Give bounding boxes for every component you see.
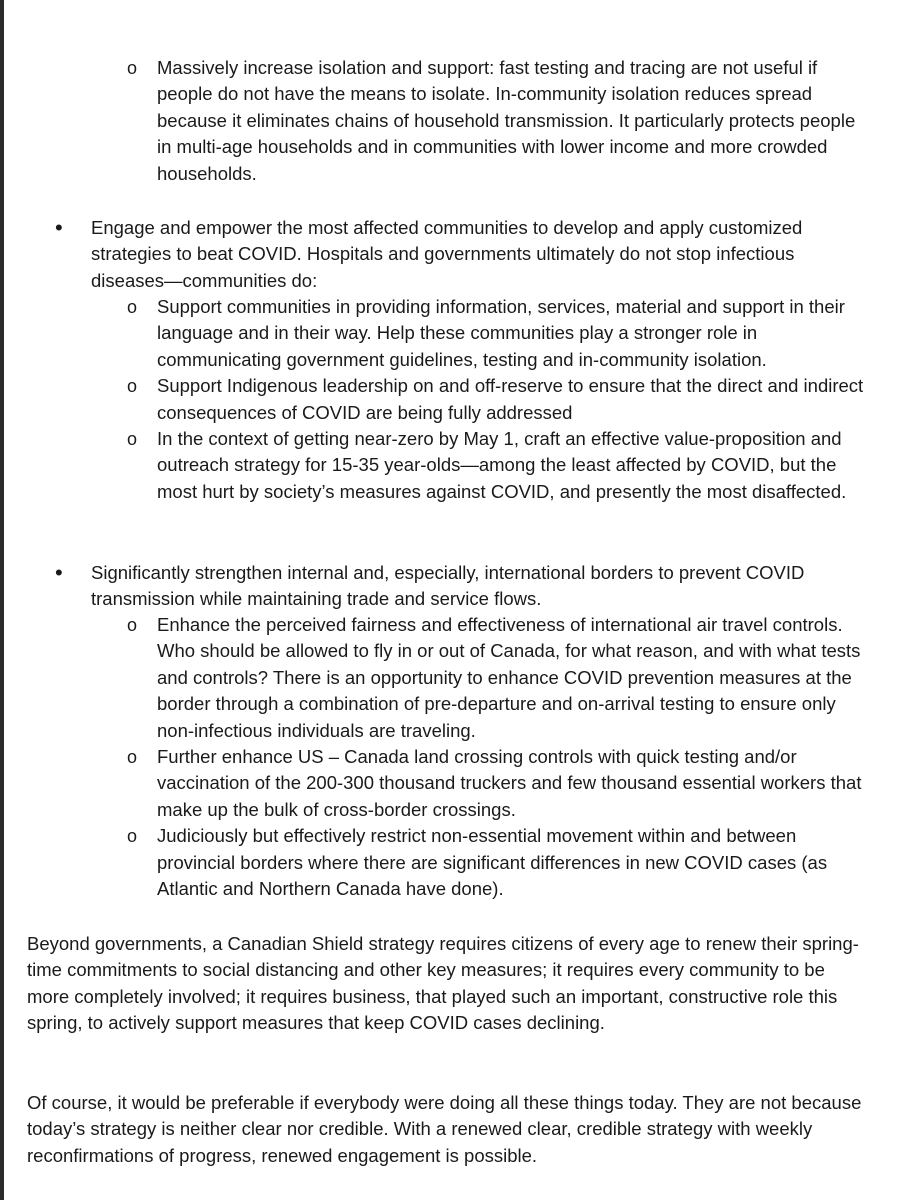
sub-bullet-marker: o [127,297,138,317]
sub-bullet-text: Support communities in providing information, services, material and support in their language and in their way. Help these communities play a stronger role in communicating government guidelines, testing and in-community isolation. [157,296,845,370]
bullet-marker: • [55,215,63,240]
sub-bullet-text: Enhance the perceived fairness and effectiveness of international air travel controls. Who should be allowed to fly in or out of Canada, for what reason, and with what tests and controls? There is an opportunity to enhance COVID prevention measures at the border through a combination of pre-departure and on-arrival testing to ensure only non-infectious individuals are traveling. [157,614,861,741]
sub-bullet-text: Judiciously but effectively restrict non-essential movement within and between provincial borders where there are significant differences in new COVID cases (as Atlantic and Northern Canada have done). [157,825,828,900]
list-item [127,373,871,426]
paragraph-text: Of course, it would be preferable if everybody were doing all these things today. They are not because today’s strategy is neither clear nor credible. With a renewed clear, credible strategy with weekly reconfirmations of progress, renewed engagement is possible. [27,1092,862,1166]
sub-bullet-text: Support Indigenous leadership on and off-reserve to ensure that the direct and indirect consequences of COVID are being fully addressed [157,375,864,423]
sub-bullet-marker: o [127,58,138,78]
sub-bullet-list-communities [127,294,871,505]
bullet-text: Significantly strengthen internal and, especially, international borders to prevent COVID transmission while maintaining trade and service flows. [91,562,805,610]
sub-bullet-marker: o [127,429,138,450]
bullet-text: Engage and empower the most affected communities to develop and apply customized strategies to beat COVID. Hospitals and governments ultimately do not stop infectious diseases—communities do: [91,217,803,291]
sub-bullet-marker: o [127,747,138,768]
sub-bullet-marker: o [127,826,138,847]
list-item [127,823,873,902]
sub-bullet-marker: o [127,376,138,397]
sub-bullet-text: Further enhance US – Canada land crossing controls with quick testing and/or vaccination of the 200-300 thousand truckers and few thousand essential workers that make up the bulk of cross-border crossings. [157,746,862,820]
sub-bullet-list-borders [127,612,873,902]
paragraph-conclusion [27,1090,872,1169]
list-item [127,426,871,505]
list-item [127,744,873,823]
bullet-borders [55,560,871,613]
bullet-communities [55,215,871,294]
sub-bullet-text: In the context of getting near-zero by May 1, craft an effective value-proposition and outreach strategy for 15-35 year-olds—among the least affected by COVID, but the most hurt by society’s measures against COVID, and presently the most disaffected. [157,428,847,502]
paragraph-canadian-shield [27,931,872,1037]
sub-bullet-marker: o [127,615,138,635]
list-item [127,294,871,373]
list-item [127,612,873,744]
paragraph-text: Beyond governments, a Canadian Shield strategy requires citizens of every age to renew their spring-time commitments to social distancing and other key measures; it requires every community to be more completely involved; it requires business, that played such an important, constructive role this spring, to actively support measures that keep COVID cases declining. [27,933,859,1034]
sub-bullet-isolation [127,55,869,187]
bullet-marker: • [55,560,63,585]
sub-bullet-text: Massively increase isolation and support: fast testing and tracing are not useful if people do not have the means to isolate. In-community isolation reduces spread because it eliminates chains of household transmission. It particularly protects people in multi-age households and in communities with lower income and more crowded households. [157,57,856,184]
